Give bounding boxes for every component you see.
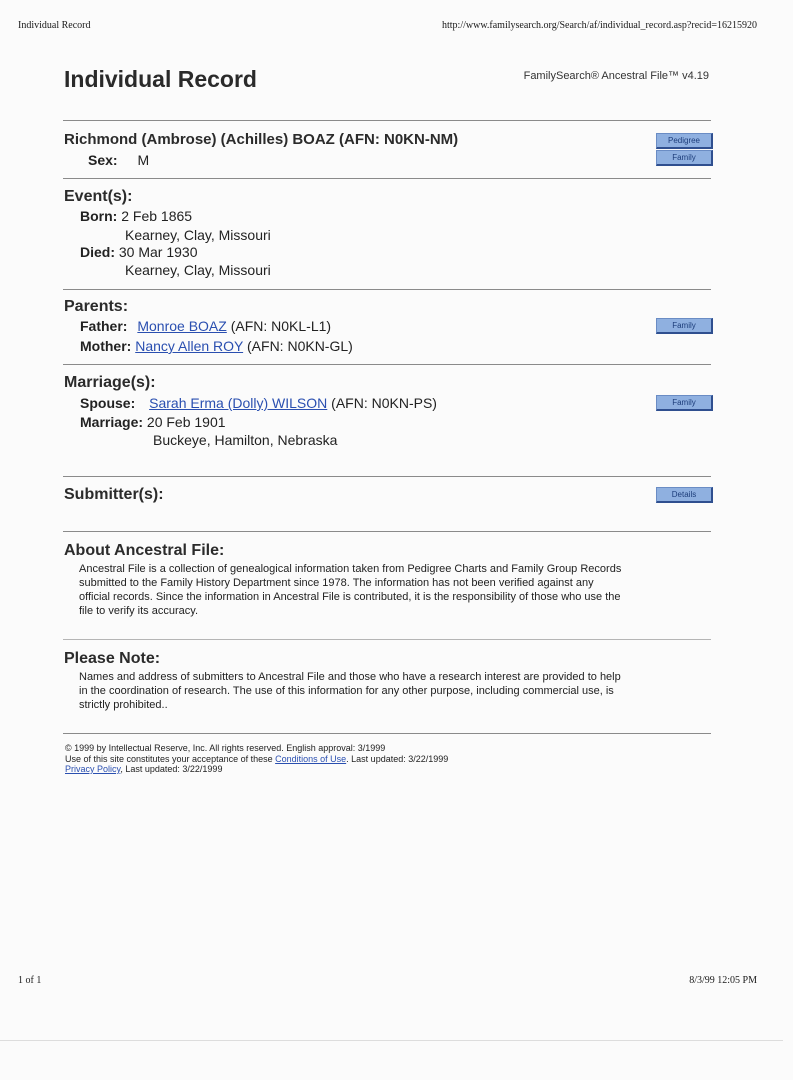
- terms-suffix: . Last updated: 3/22/1999: [346, 753, 449, 764]
- father-afn: (AFN: N0KL-L1): [230, 318, 332, 334]
- sex-row: [88, 152, 149, 168]
- divider: [63, 364, 711, 365]
- terms-prefix: Use of this site constitutes your acceptance of these: [65, 753, 276, 764]
- copyright-block: [65, 743, 448, 775]
- born-label: Born:: [80, 208, 118, 224]
- print-header-url: http://www.familysearch.org/Search/af/individual_record.asp?recid=16215920: [442, 20, 757, 31]
- copyright-line: © 1999 by Intellectual Reserve, Inc. All rights reserved. English approval: 3/1999: [65, 743, 386, 753]
- about-line: Ancestral File is a collection of genealogical information taken from Pedigree Charts and Family Group Records: [79, 563, 622, 575]
- spouse-afn: (AFN: N0KN-PS): [331, 395, 437, 411]
- born-date: 2 Feb 1865: [121, 208, 193, 224]
- marriage-date: 20 Feb 1901: [146, 414, 226, 430]
- died-date: 30 Mar 1930: [118, 244, 198, 260]
- page-edge: [0, 1040, 783, 1041]
- individual-name: Richmond (Ambrose) (Achilles) BOAZ (AFN: N0KN-NM): [64, 131, 459, 148]
- privacy-suffix: , Last updated: 3/22/1999: [120, 764, 223, 774]
- divider: [63, 476, 711, 477]
- note-heading: Please Note:: [64, 650, 161, 667]
- privacy-policy-link[interactable]: Privacy Policy: [65, 764, 121, 774]
- about-line: submitted to the Family History Department since 1978. The information has not been verified against any: [79, 577, 594, 589]
- parents-heading: Parents:: [64, 298, 129, 315]
- parents-family-button[interactable]: Family: [656, 318, 713, 334]
- note-paragraph: [79, 670, 719, 712]
- events-heading: Event(s):: [64, 188, 133, 205]
- divider: [63, 639, 711, 640]
- conditions-of-use-link[interactable]: Conditions of Use: [275, 753, 347, 764]
- sex-value: M: [137, 152, 150, 168]
- mother-row: [80, 338, 353, 354]
- individual-family-button[interactable]: Family: [656, 150, 713, 166]
- mother-link[interactable]: Nancy Allen ROY: [135, 338, 244, 354]
- divider: [63, 178, 711, 179]
- sex-label: Sex:: [88, 152, 118, 168]
- submitters-heading: Submitter(s):: [64, 486, 164, 503]
- marriage-row: [80, 414, 226, 430]
- mother-label: Mother:: [80, 338, 132, 354]
- spouse-link[interactable]: Sarah Erma (Dolly) WILSON: [149, 395, 328, 411]
- divider: [63, 120, 711, 121]
- marriage-label: Marriage:: [80, 414, 144, 430]
- brand-label: FamilySearch® Ancestral File™ v4.19: [523, 70, 709, 82]
- born-row: [80, 208, 192, 224]
- note-line: Names and address of submitters to Ancestral File and those who have a research interest are provided to help: [79, 671, 621, 683]
- print-footer-datetime: 8/3/99 12:05 PM: [689, 975, 757, 986]
- note-line: in the coordination of research. The use of this information for any other purpose, including commercial use, is: [79, 685, 614, 697]
- spouse-label: Spouse:: [80, 395, 136, 411]
- print-footer-page: 1 of 1: [18, 975, 42, 986]
- about-paragraph: [79, 562, 719, 618]
- father-label: Father:: [80, 318, 128, 334]
- died-place: Kearney, Clay, Missouri: [125, 262, 271, 278]
- died-row: [80, 244, 198, 260]
- pedigree-button[interactable]: Pedigree: [656, 133, 713, 149]
- divider: [63, 733, 711, 734]
- died-label: Died:: [80, 244, 115, 260]
- print-header-title: Individual Record: [18, 20, 91, 31]
- terms-line: [65, 754, 448, 765]
- about-line: file to verify its accuracy.: [79, 605, 198, 617]
- father-row: [80, 318, 331, 334]
- about-line: official records. Since the information in Ancestral File is contributed, it is the responsibility of those who use the: [79, 591, 621, 603]
- mother-afn: (AFN: N0KN-GL): [247, 338, 353, 354]
- about-heading: About Ancestral File:: [64, 542, 225, 559]
- father-link[interactable]: Monroe BOAZ: [137, 318, 227, 334]
- privacy-line: [65, 764, 448, 775]
- marriages-heading: Marriage(s):: [64, 374, 156, 391]
- divider: [63, 289, 711, 290]
- details-button[interactable]: Details: [656, 487, 713, 503]
- born-place: Kearney, Clay, Missouri: [125, 227, 271, 243]
- marriage-place: Buckeye, Hamilton, Nebraska: [153, 432, 338, 448]
- marriage-family-button[interactable]: Family: [656, 395, 713, 411]
- note-line: strictly prohibited..: [79, 699, 168, 711]
- spouse-row: [80, 395, 437, 411]
- page-title: Individual Record: [64, 66, 257, 92]
- divider: [63, 531, 711, 532]
